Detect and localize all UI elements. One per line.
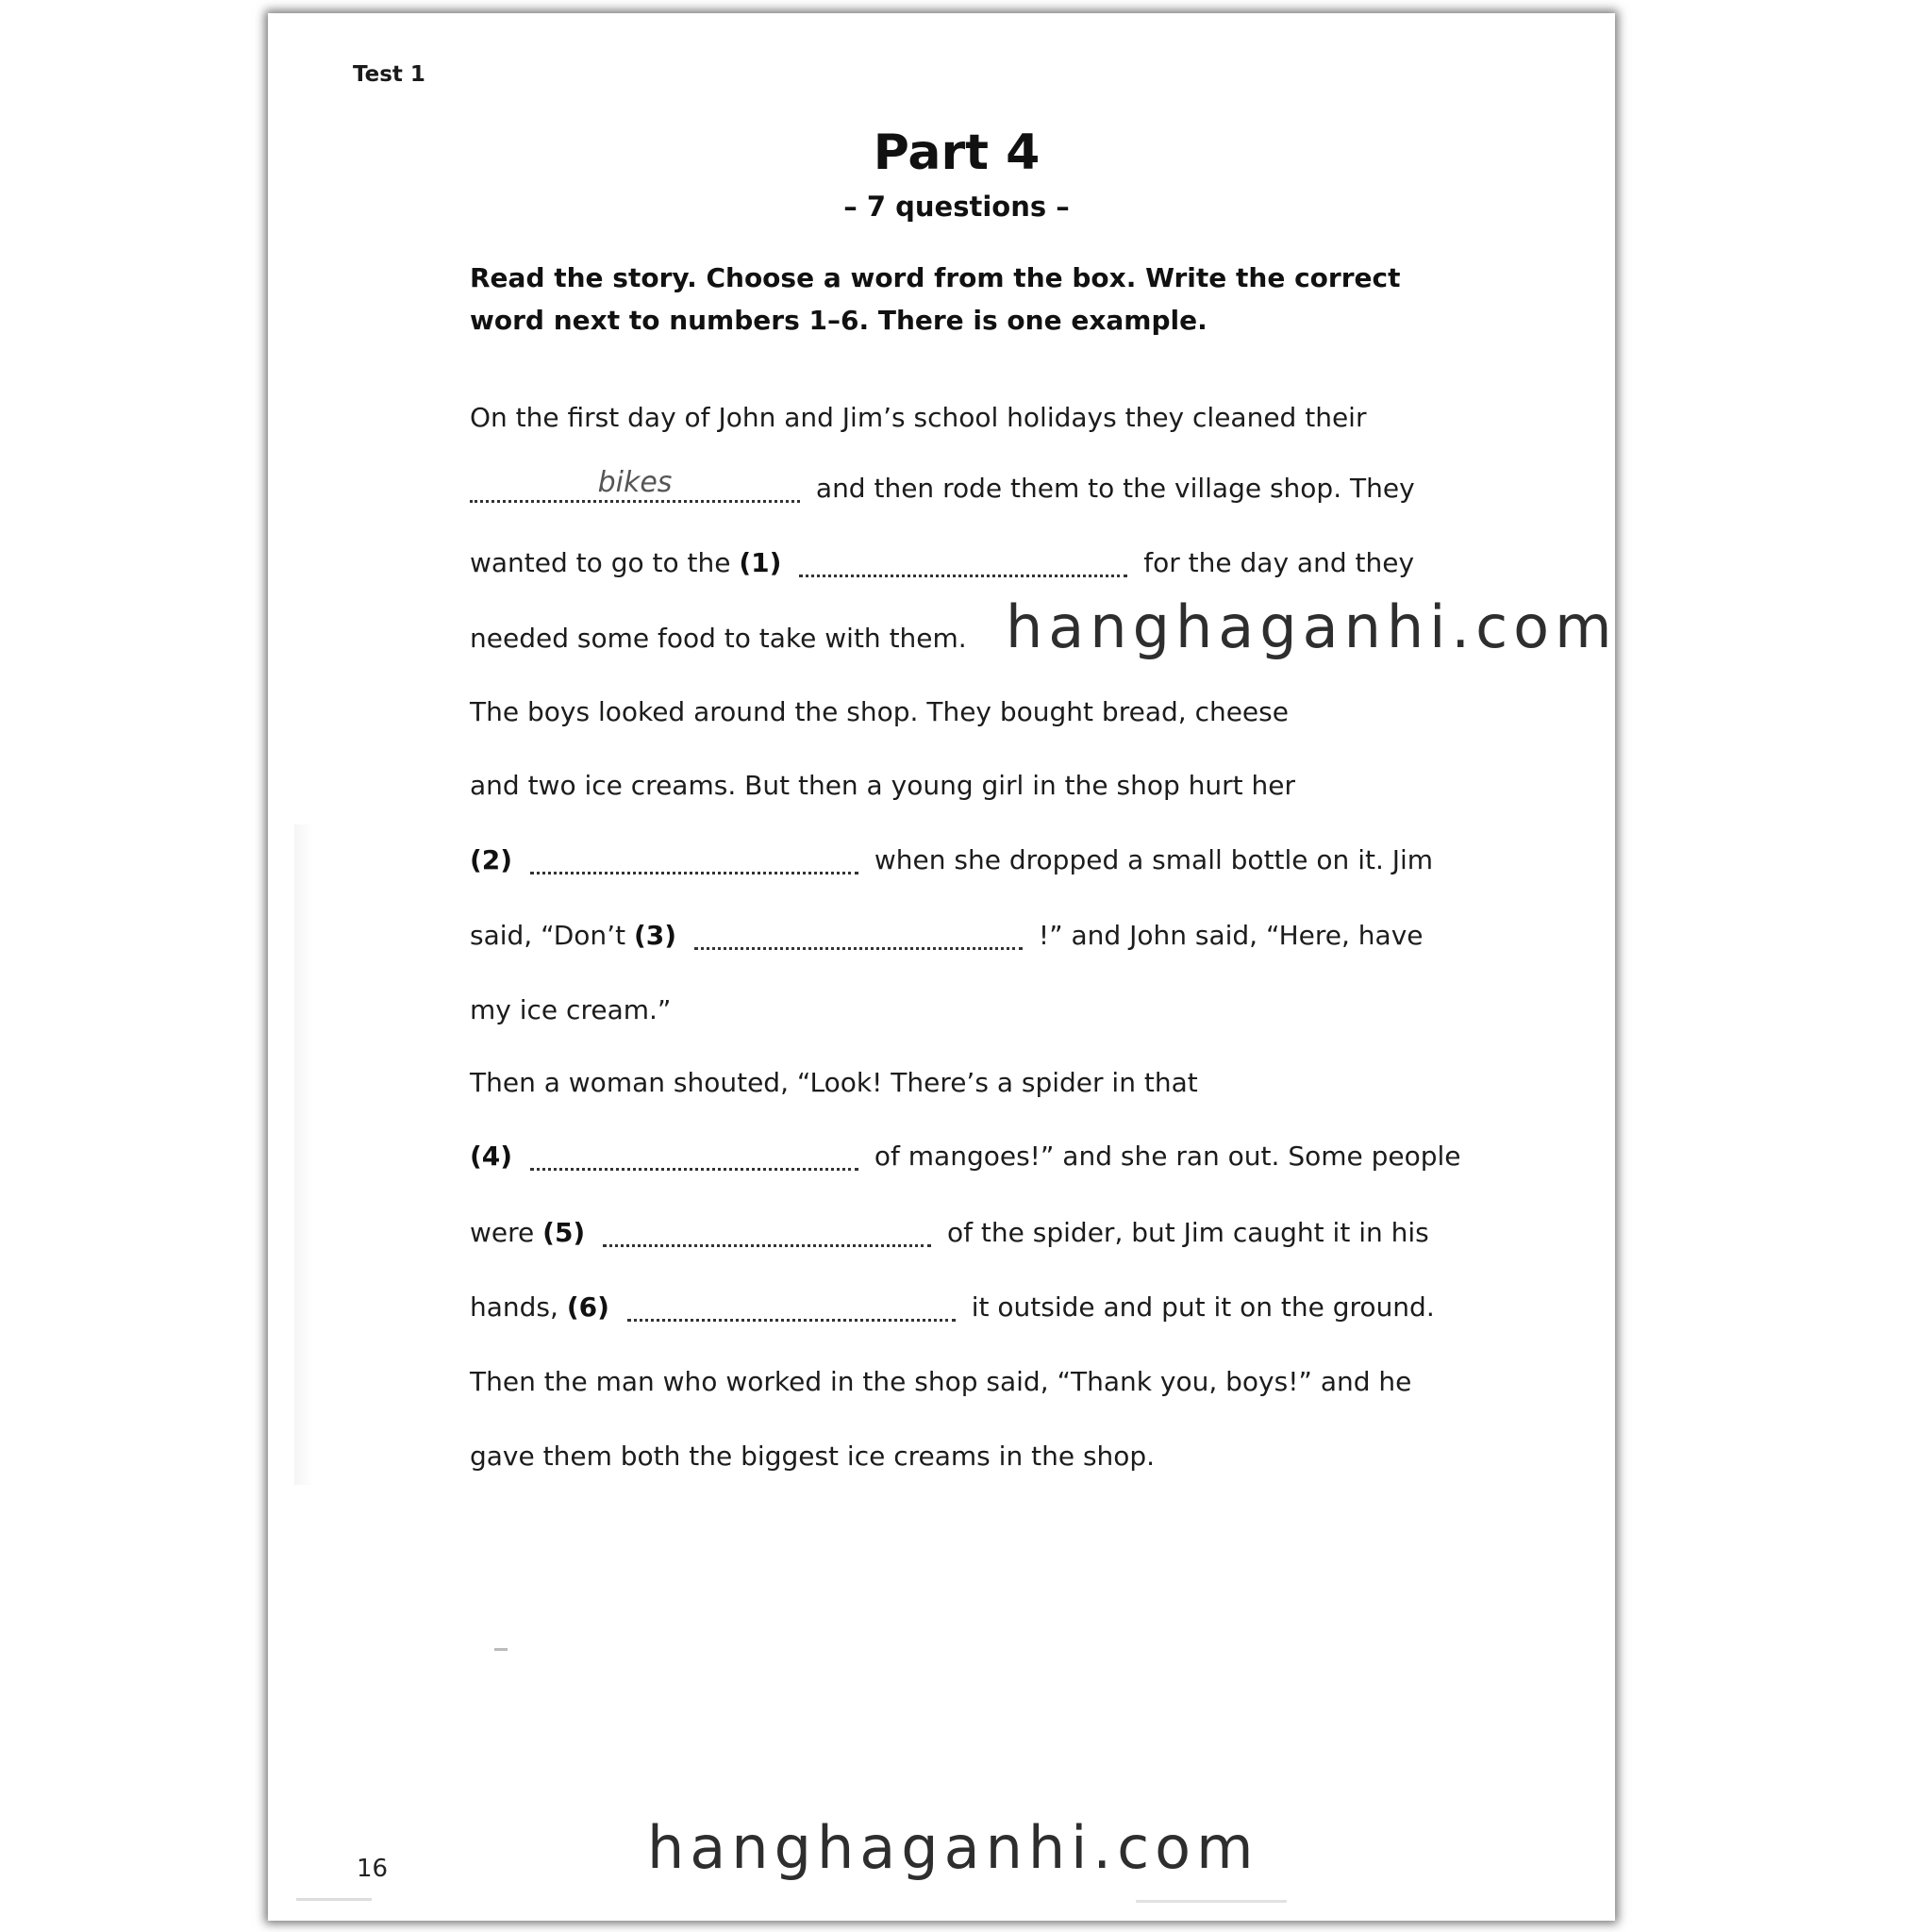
story-line-text: when she dropped a small bottle on it. Jim	[874, 844, 1434, 875]
answer-blank-2[interactable]	[530, 843, 858, 874]
story-line	[470, 1438, 1155, 1475]
story-line	[470, 1363, 1411, 1401]
watermark: hanghaganhi.com	[647, 1813, 1259, 1882]
story-line-text: gave them both the biggest ice creams in the shop.	[470, 1441, 1156, 1472]
example-blank	[470, 466, 800, 503]
story-line-text: Then a woman shouted, “Look! There’s a spider in that	[470, 1067, 1198, 1098]
story-line	[470, 841, 1433, 879]
answer-blank-6[interactable]	[627, 1291, 956, 1322]
story-line-text: were	[470, 1217, 535, 1248]
story-line	[470, 620, 967, 658]
watermark: hanghaganhi.com	[1006, 592, 1618, 661]
answer-blank-5[interactable]	[603, 1216, 931, 1247]
story-line	[470, 991, 671, 1029]
story-line	[470, 1214, 1429, 1252]
page-title: Part 4	[873, 125, 1041, 181]
story-line	[470, 399, 1366, 437]
story-line	[470, 1138, 1461, 1175]
question-number-6: (6)	[566, 1291, 609, 1323]
story-line	[470, 693, 1289, 731]
answer-blank-4[interactable]	[530, 1140, 858, 1171]
scan-speck	[1136, 1900, 1287, 1903]
story-line-text: Then the man who worked in the shop said, “Thank you, boys!” and he	[470, 1366, 1412, 1397]
story-line	[470, 1289, 1435, 1326]
story-line	[470, 466, 1415, 508]
story-line-text: hands,	[470, 1291, 558, 1323]
story-line-text: said, “Don’t	[470, 920, 626, 951]
story-line-text: The boys looked around the shop. They bought bread, cheese	[470, 696, 1289, 727]
instructions: Read the story. Choose a word from the box. Write the correct word next to numbers 1–6. There is one example.	[470, 262, 1401, 336]
scan-speck	[296, 1898, 372, 1901]
question-number-2: (2)	[470, 844, 513, 875]
worksheet-page	[268, 13, 1615, 1921]
question-count: – 7 questions –	[843, 191, 1070, 223]
example-answer: bikes	[597, 466, 673, 499]
running-head: Test 1	[353, 62, 425, 87]
story-line-text: it outside and put it on the ground.	[971, 1291, 1435, 1323]
story-line-text: !” and John said, “Here, have	[1038, 920, 1424, 951]
story-line-text: of mangoes!” and she ran out. Some people	[874, 1141, 1461, 1172]
question-number-4: (4)	[470, 1141, 513, 1172]
story-line-text: and then rode them to the village shop. They	[815, 473, 1415, 504]
story-line-text: of the spider, but Jim caught it in his	[947, 1217, 1429, 1248]
answer-blank-3[interactable]	[694, 919, 1023, 950]
story-line-text: On the first day of John and Jim’s school holidays they cleaned their	[470, 402, 1367, 433]
story-line	[470, 1064, 1198, 1102]
question-number-3: (3)	[633, 920, 677, 951]
scan-speck	[494, 1648, 508, 1651]
story-line	[470, 767, 1295, 805]
story-line	[470, 917, 1424, 955]
story-line-text: needed some food to take with them.	[470, 623, 967, 654]
story-line-text: wanted to go to the	[470, 547, 731, 578]
answer-blank-1[interactable]	[799, 546, 1127, 577]
story-line-text: for the day and they	[1143, 547, 1415, 578]
question-number-1: (1)	[739, 547, 782, 578]
story-line-text: and two ice creams. But then a young girl in the shop hurt her	[470, 770, 1296, 801]
question-number-5: (5)	[542, 1217, 586, 1248]
page-number: 16	[357, 1855, 389, 1883]
story-line-text: my ice cream.”	[470, 994, 672, 1025]
story-line	[470, 544, 1414, 582]
